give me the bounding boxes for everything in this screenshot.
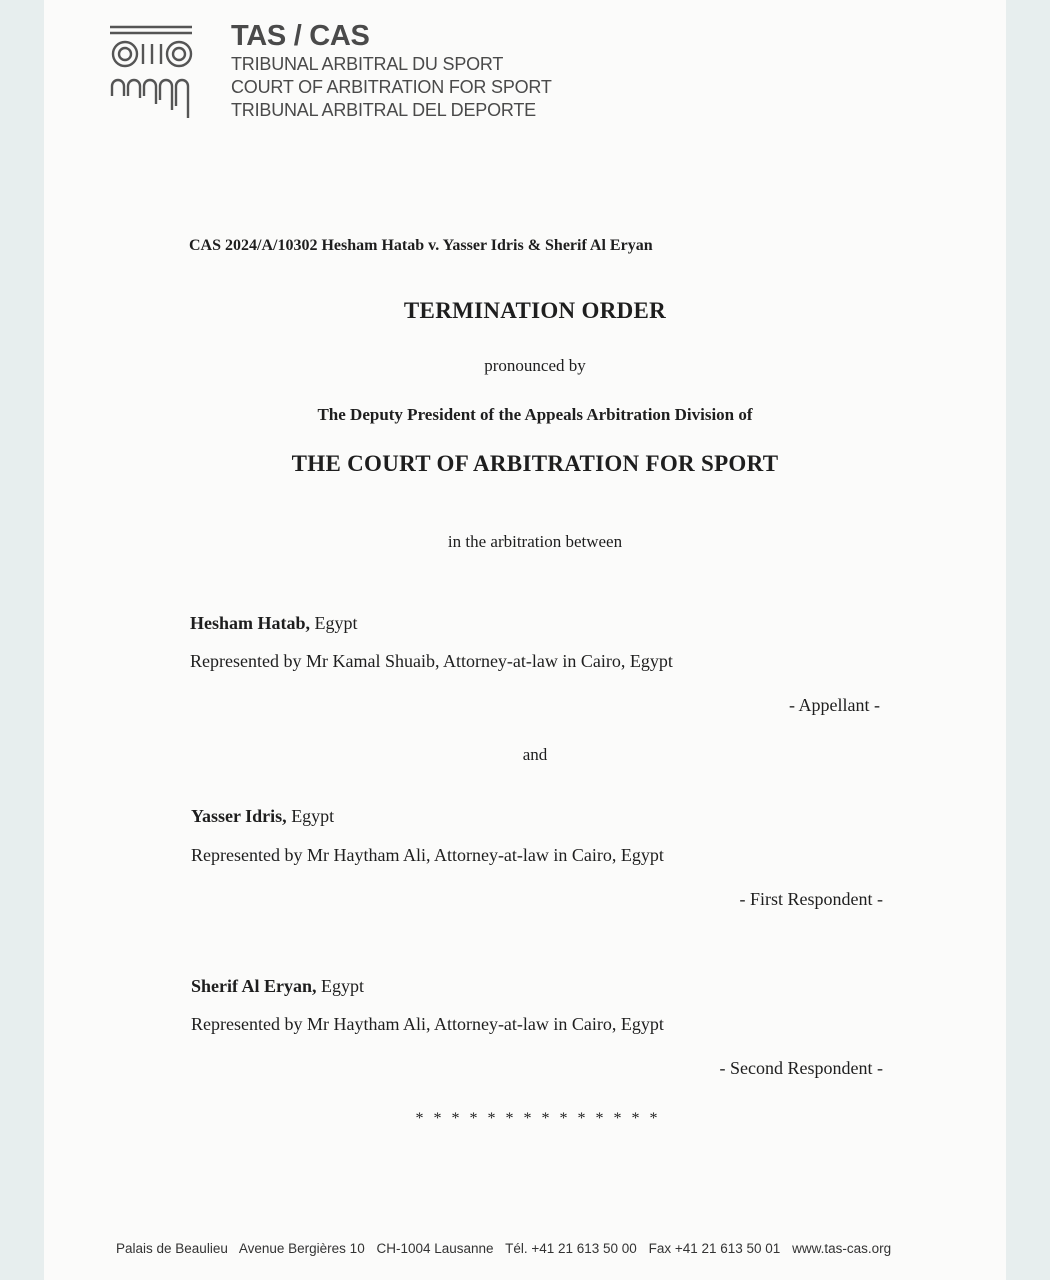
appellant-representation: Represented by Mr Kamal Shuaib, Attorney-at-law in Cairo, Egypt xyxy=(190,651,673,671)
first-respondent-role: - First Respondent - xyxy=(739,889,883,909)
footer-fax: Fax +41 21 613 50 01 xyxy=(648,1241,781,1256)
org-name-es: TRIBUNAL ARBITRAL DEL DEPORTE xyxy=(231,100,536,120)
second-respondent-representation: Represented by Mr Haytham Ali, Attorney-at-law in Cairo, Egypt xyxy=(191,1014,664,1034)
footer-web: www.tas-cas.org xyxy=(792,1241,892,1256)
first-respondent-name xyxy=(191,806,334,827)
second-respondent-country: Egypt xyxy=(316,976,365,996)
document-title: TERMINATION ORDER xyxy=(403,298,667,323)
appellant-country: Egypt xyxy=(310,613,358,633)
first-respondent-representation: Represented by Mr Haytham Ali, Attorney-at-law in Cairo, Egypt xyxy=(191,845,664,865)
cas-logo-icon xyxy=(108,24,196,122)
second-respondent-name xyxy=(191,976,364,997)
appellant-name xyxy=(190,613,358,634)
case-reference: CAS 2024/A/10302 Hesham Hatab v. Yasser Idris & Sherif Al Eryan xyxy=(189,237,653,254)
footer xyxy=(116,1241,899,1256)
second-respondent-name-bold: Sherif Al Eryan, xyxy=(191,976,317,996)
second-respondent-role: - Second Respondent - xyxy=(719,1058,883,1078)
footer-address-1: Palais de Beaulieu xyxy=(116,1241,228,1256)
footer-address-3: CH-1004 Lausanne xyxy=(376,1241,494,1256)
first-respondent-name-bold: Yasser Idris, xyxy=(191,806,287,826)
court-heading: THE COURT OF ARBITRATION FOR SPORT xyxy=(291,451,779,476)
footer-tel: Tél. +41 21 613 50 00 xyxy=(505,1241,637,1256)
division-heading: The Deputy President of the Appeals Arbitration Division of xyxy=(317,405,753,424)
asterisk-separator: * * * * * * * * * * * * * * xyxy=(415,1110,661,1127)
pronounced-by: pronounced by xyxy=(484,356,586,375)
org-title: TAS / CAS xyxy=(231,20,370,52)
first-respondent-country: Egypt xyxy=(286,806,335,826)
arbitration-between: in the arbitration between xyxy=(447,532,623,551)
document-page xyxy=(44,0,1006,1280)
org-name-en: COURT OF ARBITRATION FOR SPORT xyxy=(231,77,552,97)
appellant-role: - Appellant - xyxy=(789,695,880,715)
org-name-fr: TRIBUNAL ARBITRAL DU SPORT xyxy=(231,54,504,74)
footer-address-2: Avenue Bergières 10 xyxy=(238,1241,365,1256)
appellant-name-bold: Hesham Hatab, xyxy=(190,613,311,633)
and-separator: and xyxy=(522,745,548,764)
